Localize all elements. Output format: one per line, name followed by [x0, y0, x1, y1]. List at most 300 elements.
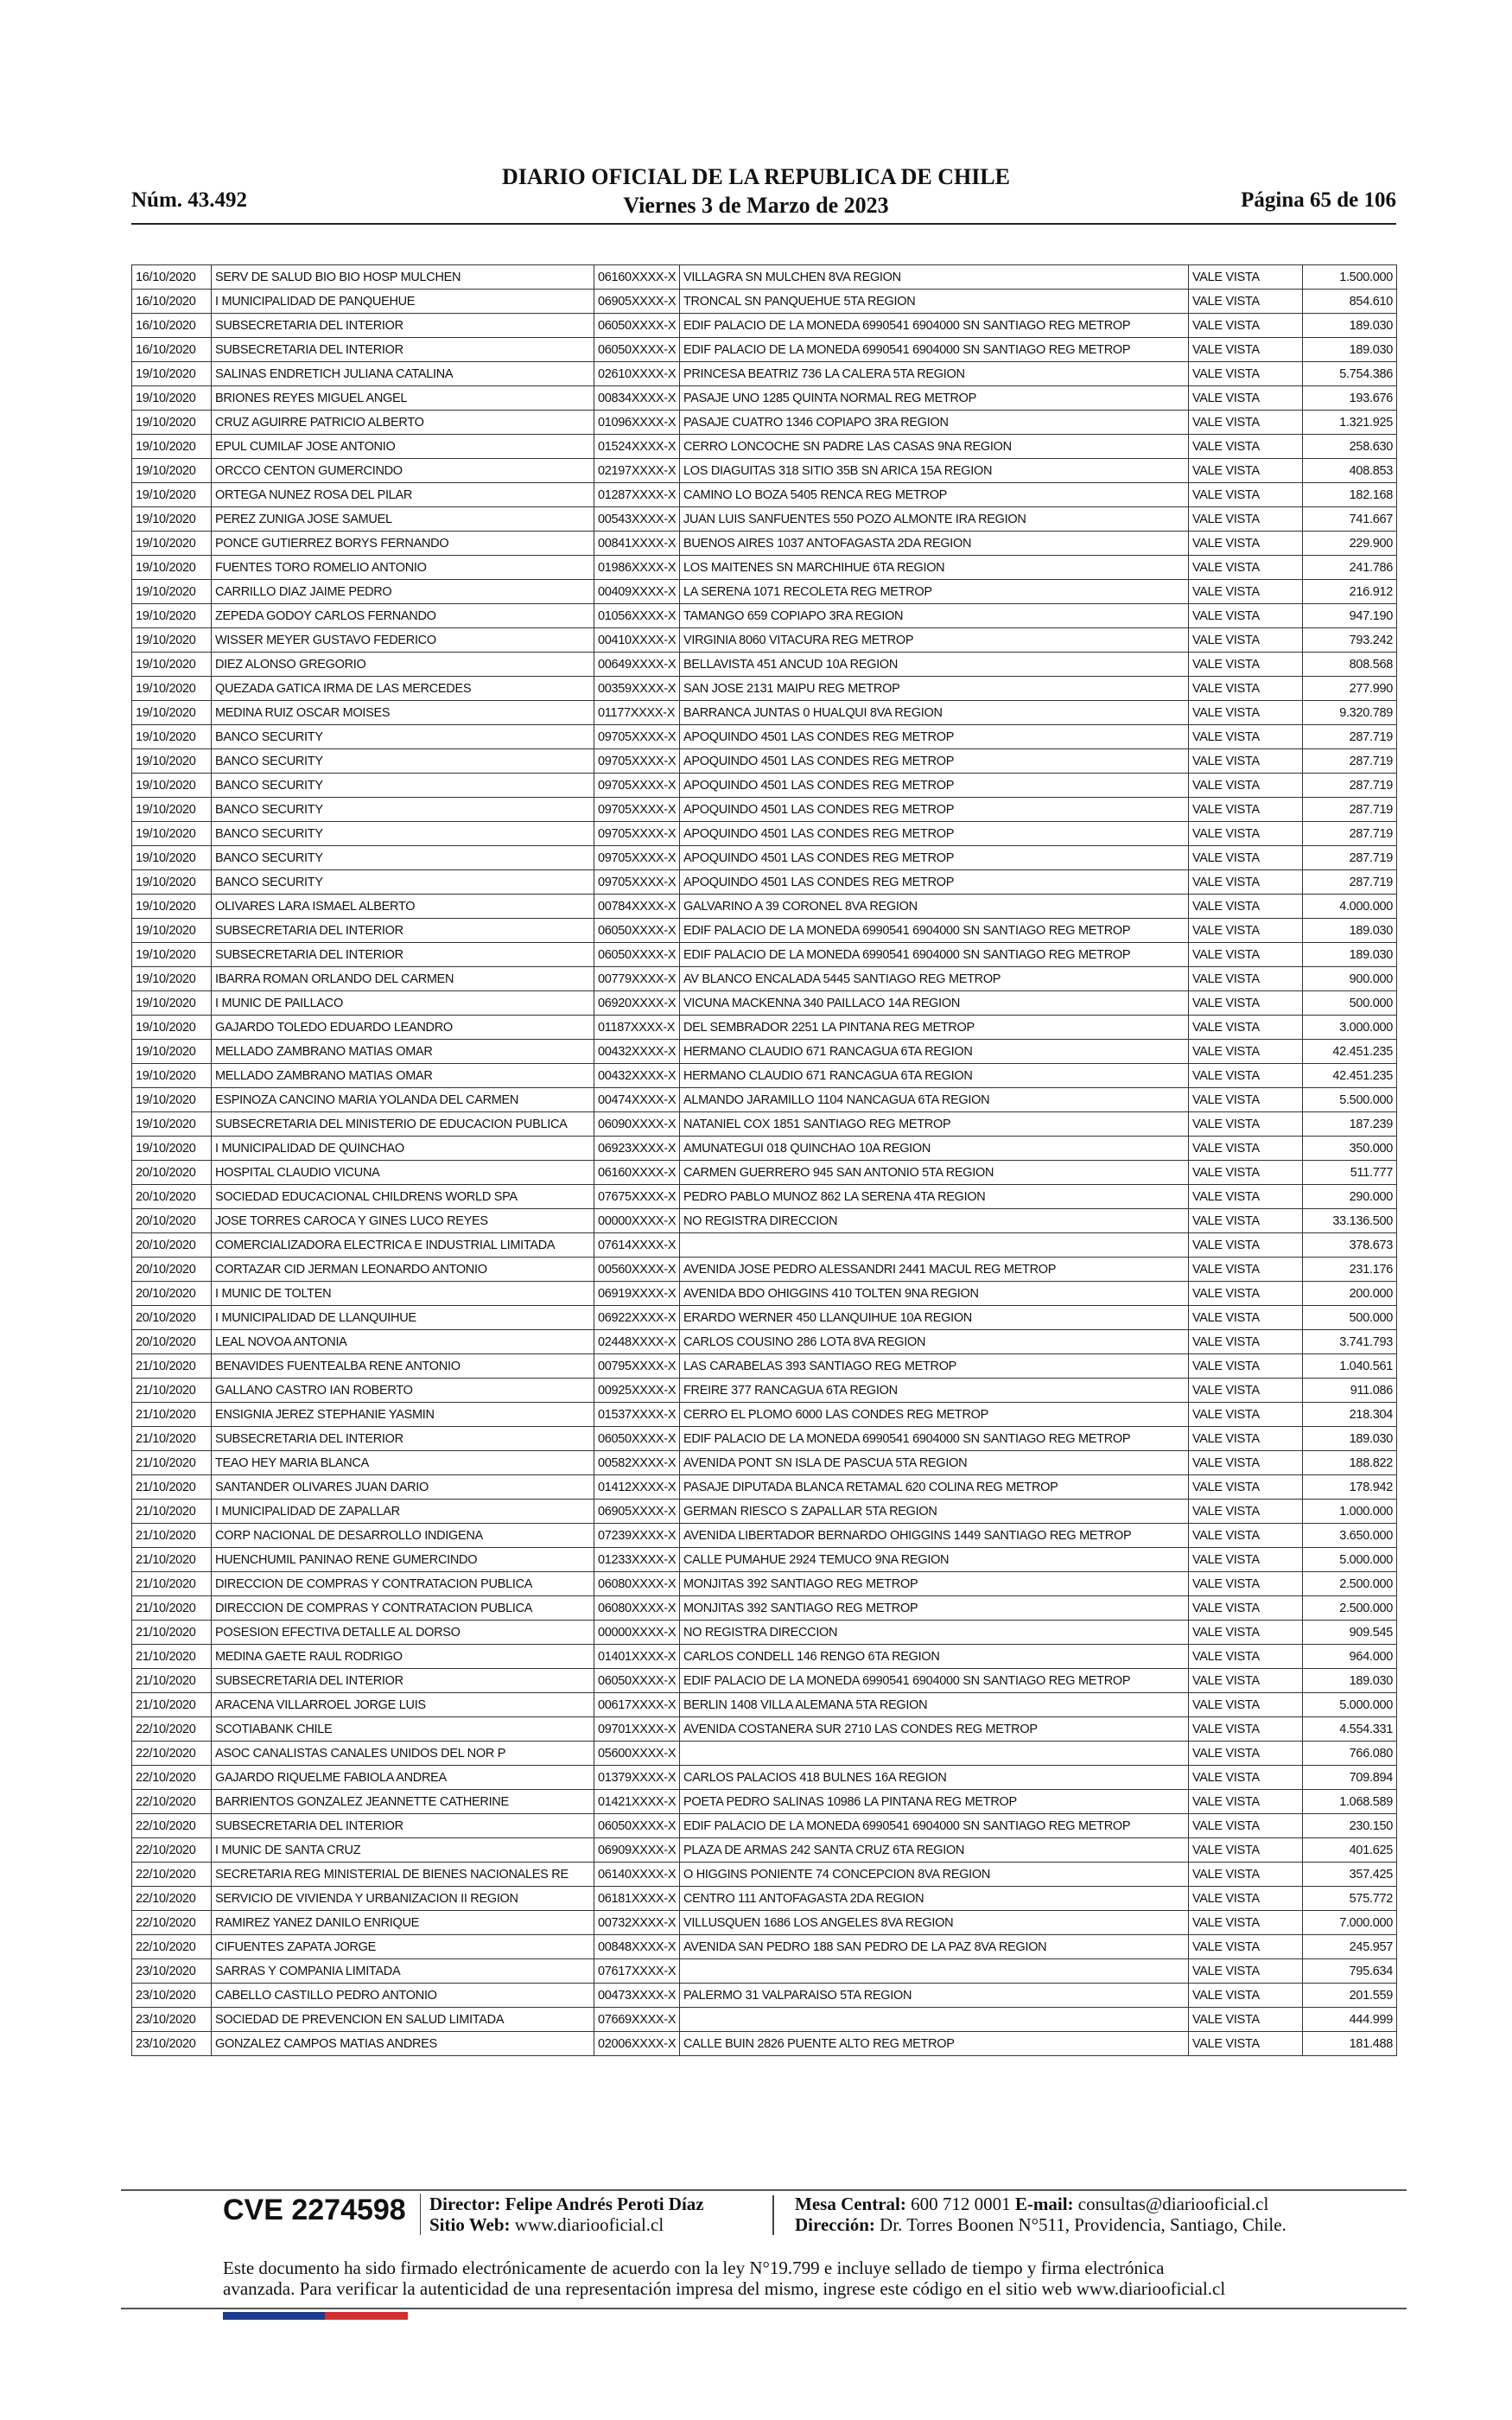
amount-cell: 357.425 — [1303, 1863, 1397, 1887]
date-cell: 22/10/2020 — [132, 1911, 212, 1935]
payee-cell: CIFUENTES ZAPATA JORGE — [212, 1935, 594, 1959]
address-text: Dr. Torres Boonen N°511, Providencia, Santiago, Chile. — [880, 2214, 1286, 2235]
rut-cell: 05600XXXX-X — [594, 1742, 680, 1766]
table-row — [132, 822, 1397, 846]
publication-title: DIARIO OFICIAL DE LA REPUBLICA DE CHILE — [501, 164, 1010, 189]
table-row — [132, 338, 1397, 362]
payee-cell: BANCO SECURITY — [212, 870, 594, 895]
amount-cell: 200.000 — [1303, 1282, 1397, 1306]
rut-cell: 00474XXXX-X — [594, 1088, 680, 1112]
amount-cell: 444.999 — [1303, 2008, 1397, 2032]
date-cell: 20/10/2020 — [132, 1185, 212, 1209]
date-cell: 23/10/2020 — [132, 1959, 212, 1984]
address-cell: APOQUINDO 4501 LAS CONDES REG METROP — [680, 846, 1189, 870]
payment-type-cell: VALE VISTA — [1189, 1693, 1303, 1717]
payee-cell: SANTANDER OLIVARES JUAN DARIO — [212, 1475, 594, 1500]
address-cell: LOS DIAGUITAS 318 SITIO 35B SN ARICA 15A REGION — [680, 459, 1189, 483]
rut-cell: 09705XXXX-X — [594, 870, 680, 895]
payment-type-cell: VALE VISTA — [1189, 701, 1303, 725]
payee-cell: HUENCHUMIL PANINAO RENE GUMERCINDO — [212, 1548, 594, 1572]
address-cell: LOS MAITENES SN MARCHIHUE 6TA REGION — [680, 556, 1189, 580]
address-cell: BARRANCA JUNTAS 0 HUALQUI 8VA REGION — [680, 701, 1189, 725]
amount-cell: 350.000 — [1303, 1137, 1397, 1161]
table-row — [132, 1645, 1397, 1669]
rut-cell: 02610XXXX-X — [594, 362, 680, 386]
payee-cell: BENAVIDES FUENTEALBA RENE ANTONIO — [212, 1354, 594, 1379]
rut-cell: 06050XXXX-X — [594, 943, 680, 967]
table-row — [132, 1814, 1397, 1838]
payee-cell: BARRIENTOS GONZALEZ JEANNETTE CATHERINE — [212, 1790, 594, 1814]
table-row — [132, 1016, 1397, 1040]
date-cell: 19/10/2020 — [132, 556, 212, 580]
rut-cell: 06050XXXX-X — [594, 1669, 680, 1693]
date-cell: 21/10/2020 — [132, 1596, 212, 1621]
payee-cell: I MUNICIPALIDAD DE LLANQUIHUE — [212, 1306, 594, 1330]
payment-type-cell: VALE VISTA — [1189, 556, 1303, 580]
date-cell: 19/10/2020 — [132, 870, 212, 895]
payments-table — [131, 264, 1397, 2056]
rut-cell: 06050XXXX-X — [594, 919, 680, 943]
rut-cell: 09705XXXX-X — [594, 846, 680, 870]
table-row — [132, 919, 1397, 943]
amount-cell: 189.030 — [1303, 919, 1397, 943]
table-row — [132, 1354, 1397, 1379]
date-cell: 21/10/2020 — [132, 1354, 212, 1379]
table-row — [132, 774, 1397, 798]
rut-cell: 06050XXXX-X — [594, 338, 680, 362]
date-cell: 19/10/2020 — [132, 411, 212, 435]
date-cell: 19/10/2020 — [132, 967, 212, 991]
amount-cell: 5.754.386 — [1303, 362, 1397, 386]
footer-divider-top — [121, 2189, 1407, 2191]
payment-type-cell: VALE VISTA — [1189, 1185, 1303, 1209]
address-cell — [680, 2008, 1189, 2032]
director-line — [429, 2194, 704, 2214]
amount-cell: 900.000 — [1303, 967, 1397, 991]
payment-type-cell: VALE VISTA — [1189, 1379, 1303, 1403]
address-cell — [680, 1233, 1189, 1258]
amount-cell: 287.719 — [1303, 774, 1397, 798]
date-cell: 21/10/2020 — [132, 1524, 212, 1548]
amount-cell: 808.568 — [1303, 653, 1397, 677]
address-cell: PALERMO 31 VALPARAISO 5TA REGION — [680, 1984, 1189, 2008]
table-row — [132, 483, 1397, 507]
payment-type-cell: VALE VISTA — [1189, 580, 1303, 604]
payment-type-cell: VALE VISTA — [1189, 604, 1303, 628]
payment-type-cell: VALE VISTA — [1189, 411, 1303, 435]
payment-type-cell: VALE VISTA — [1189, 1209, 1303, 1233]
payee-cell: OLIVARES LARA ISMAEL ALBERTO — [212, 895, 594, 919]
payee-cell: SCOTIABANK CHILE — [212, 1717, 594, 1742]
date-cell: 22/10/2020 — [132, 1742, 212, 1766]
address-cell: ALMANDO JARAMILLO 1104 NANCAGUA 6TA REGION — [680, 1088, 1189, 1112]
payee-cell: ARACENA VILLARROEL JORGE LUIS — [212, 1693, 594, 1717]
payment-type-cell: VALE VISTA — [1189, 1596, 1303, 1621]
table-row — [132, 701, 1397, 725]
date-cell: 19/10/2020 — [132, 1088, 212, 1112]
rut-cell: 09705XXXX-X — [594, 798, 680, 822]
date-cell: 19/10/2020 — [132, 1040, 212, 1064]
payee-cell: LEAL NOVOA ANTONIA — [212, 1330, 594, 1354]
amount-cell: 287.719 — [1303, 725, 1397, 749]
date-cell: 19/10/2020 — [132, 846, 212, 870]
date-cell: 21/10/2020 — [132, 1475, 212, 1500]
amount-cell: 795.634 — [1303, 1959, 1397, 1984]
date-cell: 19/10/2020 — [132, 822, 212, 846]
payment-type-cell: VALE VISTA — [1189, 435, 1303, 459]
rut-cell: 00432XXXX-X — [594, 1040, 680, 1064]
payee-cell: GONZALEZ CAMPOS MATIAS ANDRES — [212, 2032, 594, 2056]
amount-cell: 575.772 — [1303, 1887, 1397, 1911]
table-row — [132, 991, 1397, 1016]
table-row — [132, 1984, 1397, 2008]
payment-type-cell: VALE VISTA — [1189, 290, 1303, 314]
payee-cell: CORTAZAR CID JERMAN LEONARDO ANTONIO — [212, 1258, 594, 1282]
address-cell: MONJITAS 392 SANTIAGO REG METROP — [680, 1596, 1189, 1621]
address-line — [795, 2214, 1286, 2235]
cve-code: CVE 2274598 — [223, 2194, 406, 2226]
address-cell: NO REGISTRA DIRECCION — [680, 1209, 1189, 1233]
rut-cell: 01524XXXX-X — [594, 435, 680, 459]
rut-cell: 09705XXXX-X — [594, 749, 680, 774]
table-row — [132, 677, 1397, 701]
payment-type-cell: VALE VISTA — [1189, 1088, 1303, 1112]
date-cell: 19/10/2020 — [132, 653, 212, 677]
payment-type-cell: VALE VISTA — [1189, 1548, 1303, 1572]
payment-type-cell: VALE VISTA — [1189, 1137, 1303, 1161]
payment-type-cell: VALE VISTA — [1189, 1911, 1303, 1935]
table-row — [132, 532, 1397, 556]
date-cell: 16/10/2020 — [132, 314, 212, 338]
address-cell: TRONCAL SN PANQUEHUE 5TA REGION — [680, 290, 1189, 314]
date-cell: 22/10/2020 — [132, 1887, 212, 1911]
rut-cell: 06160XXXX-X — [594, 1161, 680, 1185]
table-row — [132, 1959, 1397, 1984]
table-row — [132, 1500, 1397, 1524]
footer-divider-bottom — [121, 2308, 1407, 2309]
amount-cell: 378.673 — [1303, 1233, 1397, 1258]
amount-cell: 1.068.589 — [1303, 1790, 1397, 1814]
rut-cell: 00582XXXX-X — [594, 1451, 680, 1475]
table-row — [132, 1572, 1397, 1596]
table-row — [132, 846, 1397, 870]
payee-cell: I MUNICIPALIDAD DE PANQUEHUE — [212, 290, 594, 314]
table-row — [132, 411, 1397, 435]
payment-type-cell: VALE VISTA — [1189, 846, 1303, 870]
rut-cell: 00359XXXX-X — [594, 677, 680, 701]
address-cell: AVENIDA JOSE PEDRO ALESSANDRI 2441 MACUL REG METROP — [680, 1258, 1189, 1282]
date-cell: 21/10/2020 — [132, 1693, 212, 1717]
date-cell: 19/10/2020 — [132, 435, 212, 459]
rut-cell: 01096XXXX-X — [594, 411, 680, 435]
address-cell: CENTRO 111 ANTOFAGASTA 2DA REGION — [680, 1887, 1189, 1911]
legal-line-1: Este documento ha sido firmado electrónicamente de acuerdo con la ley N°19.799 e incluye sellado de tiempo y firma electrónica — [223, 2258, 1165, 2278]
rut-cell: 02448XXXX-X — [594, 1330, 680, 1354]
rut-cell: 01233XXXX-X — [594, 1548, 680, 1572]
payment-type-cell: VALE VISTA — [1189, 677, 1303, 701]
address-cell: VICUNA MACKENNA 340 PAILLACO 14A REGION — [680, 991, 1189, 1016]
date-cell: 21/10/2020 — [132, 1621, 212, 1645]
payment-type-cell: VALE VISTA — [1189, 2008, 1303, 2032]
rut-cell: 01056XXXX-X — [594, 604, 680, 628]
payee-cell: JOSE TORRES CAROCA Y GINES LUCO REYES — [212, 1209, 594, 1233]
address-cell: EDIF PALACIO DE LA MONEDA 6990541 6904000 SN SANTIAGO REG METROP — [680, 338, 1189, 362]
payment-type-cell: VALE VISTA — [1189, 1330, 1303, 1354]
table-row — [132, 1040, 1397, 1064]
amount-cell: 189.030 — [1303, 1669, 1397, 1693]
payment-type-cell: VALE VISTA — [1189, 895, 1303, 919]
date-cell: 19/10/2020 — [132, 677, 212, 701]
amount-cell: 218.304 — [1303, 1403, 1397, 1427]
rut-cell: 06920XXXX-X — [594, 991, 680, 1016]
table-row — [132, 1717, 1397, 1742]
payee-cell: SALINAS ENDRETICH JULIANA CATALINA — [212, 362, 594, 386]
payee-cell: ESPINOZA CANCINO MARIA YOLANDA DEL CARMEN — [212, 1088, 594, 1112]
payee-cell: ASOC CANALISTAS CANALES UNIDOS DEL NOR P — [212, 1742, 594, 1766]
address-cell: POETA PEDRO SALINAS 10986 LA PINTANA REG METROP — [680, 1790, 1189, 1814]
contact-info — [795, 2194, 1286, 2235]
payee-cell: HOSPITAL CLAUDIO VICUNA — [212, 1161, 594, 1185]
address-cell: VILLUSQUEN 1686 LOS ANGELES 8VA REGION — [680, 1911, 1189, 1935]
flag-stripe-blue — [223, 2312, 325, 2320]
amount-cell: 964.000 — [1303, 1645, 1397, 1669]
rut-cell: 01177XXXX-X — [594, 701, 680, 725]
address-cell: EDIF PALACIO DE LA MONEDA 6990541 6904000 SN SANTIAGO REG METROP — [680, 314, 1189, 338]
page-number: Página 65 de 106 — [1241, 188, 1396, 212]
payment-type-cell: VALE VISTA — [1189, 1984, 1303, 2008]
payment-type-cell: VALE VISTA — [1189, 798, 1303, 822]
address-cell: APOQUINDO 4501 LAS CONDES REG METROP — [680, 870, 1189, 895]
payment-type-cell: VALE VISTA — [1189, 459, 1303, 483]
date-cell: 21/10/2020 — [132, 1451, 212, 1475]
amount-cell: 7.000.000 — [1303, 1911, 1397, 1935]
rut-cell: 01412XXXX-X — [594, 1475, 680, 1500]
table-row — [132, 2008, 1397, 2032]
payment-type-cell: VALE VISTA — [1189, 1306, 1303, 1330]
address-cell: PLAZA DE ARMAS 242 SANTA CRUZ 6TA REGION — [680, 1838, 1189, 1863]
date-cell: 20/10/2020 — [132, 1209, 212, 1233]
table-row — [132, 1524, 1397, 1548]
address-cell: CALLE PUMAHUE 2924 TEMUCO 9NA REGION — [680, 1548, 1189, 1572]
rut-cell: 00732XXXX-X — [594, 1911, 680, 1935]
table-row — [132, 895, 1397, 919]
payee-cell: SUBSECRETARIA DEL INTERIOR — [212, 338, 594, 362]
payment-type-cell: VALE VISTA — [1189, 1258, 1303, 1282]
date-cell: 22/10/2020 — [132, 1863, 212, 1887]
table-row — [132, 604, 1397, 628]
rut-cell: 01537XXXX-X — [594, 1403, 680, 1427]
date-cell: 22/10/2020 — [132, 1935, 212, 1959]
address-cell: CERRO LONCOCHE SN PADRE LAS CASAS 9NA REGION — [680, 435, 1189, 459]
payee-cell: I MUNIC DE PAILLACO — [212, 991, 594, 1016]
amount-cell: 4.554.331 — [1303, 1717, 1397, 1742]
table-row — [132, 1596, 1397, 1621]
address-cell: EDIF PALACIO DE LA MONEDA 6990541 6904000 SN SANTIAGO REG METROP — [680, 943, 1189, 967]
payee-cell: SUBSECRETARIA DEL INTERIOR — [212, 943, 594, 967]
rut-cell: 06080XXXX-X — [594, 1596, 680, 1621]
rut-cell: 09705XXXX-X — [594, 822, 680, 846]
table-row — [132, 1185, 1397, 1209]
payee-cell: GAJARDO TOLEDO EDUARDO LEANDRO — [212, 1016, 594, 1040]
payment-type-cell: VALE VISTA — [1189, 1887, 1303, 1911]
payment-type-cell: VALE VISTA — [1189, 725, 1303, 749]
contact-line — [795, 2194, 1286, 2214]
rut-cell: 02197XXXX-X — [594, 459, 680, 483]
amount-cell: 1.040.561 — [1303, 1354, 1397, 1379]
payee-cell: SUBSECRETARIA DEL INTERIOR — [212, 919, 594, 943]
payment-type-cell: VALE VISTA — [1189, 628, 1303, 653]
payment-type-cell: VALE VISTA — [1189, 1621, 1303, 1645]
date-cell: 19/10/2020 — [132, 580, 212, 604]
payment-type-cell: VALE VISTA — [1189, 967, 1303, 991]
payment-type-cell: VALE VISTA — [1189, 1040, 1303, 1064]
table-row — [132, 1306, 1397, 1330]
amount-cell: 793.242 — [1303, 628, 1397, 653]
table-row — [132, 1669, 1397, 1693]
address-cell: CARLOS COUSINO 286 LOTA 8VA REGION — [680, 1330, 1189, 1354]
payee-cell: I MUNICIPALIDAD DE QUINCHAO — [212, 1137, 594, 1161]
rut-cell: 09705XXXX-X — [594, 725, 680, 749]
amount-cell: 408.853 — [1303, 459, 1397, 483]
payee-cell: RAMIREZ YANEZ DANILO ENRIQUE — [212, 1911, 594, 1935]
website-link[interactable]: www.diariooficial.cl — [514, 2214, 664, 2235]
date-cell: 19/10/2020 — [132, 919, 212, 943]
payment-type-cell: VALE VISTA — [1189, 1112, 1303, 1137]
date-cell: 21/10/2020 — [132, 1645, 212, 1669]
publication-header — [432, 162, 1080, 220]
payment-type-cell: VALE VISTA — [1189, 1935, 1303, 1959]
address-cell: HERMANO CLAUDIO 671 RANCAGUA 6TA REGION — [680, 1040, 1189, 1064]
table-row — [132, 749, 1397, 774]
address-cell: SAN JOSE 2131 MAIPU REG METROP — [680, 677, 1189, 701]
date-cell: 21/10/2020 — [132, 1427, 212, 1451]
address-cell: O HIGGINS PONIENTE 74 CONCEPCION 8VA REGION — [680, 1863, 1189, 1887]
payment-type-cell: VALE VISTA — [1189, 1064, 1303, 1088]
payee-cell: I MUNIC DE TOLTEN — [212, 1282, 594, 1306]
table-row — [132, 1379, 1397, 1403]
amount-cell: 854.610 — [1303, 290, 1397, 314]
payment-type-cell: VALE VISTA — [1189, 919, 1303, 943]
payee-cell: GALLANO CASTRO IAN ROBERTO — [212, 1379, 594, 1403]
payment-type-cell: VALE VISTA — [1189, 943, 1303, 967]
table-row — [132, 459, 1397, 483]
rut-cell: 00649XXXX-X — [594, 653, 680, 677]
payment-type-cell: VALE VISTA — [1189, 1717, 1303, 1742]
website-label: Sitio Web: — [429, 2214, 511, 2235]
table-row — [132, 1742, 1397, 1766]
rut-cell: 06050XXXX-X — [594, 1814, 680, 1838]
rut-cell: 00848XXXX-X — [594, 1935, 680, 1959]
amount-cell: 511.777 — [1303, 1161, 1397, 1185]
payment-type-cell: VALE VISTA — [1189, 1524, 1303, 1548]
table-row — [132, 1282, 1397, 1306]
amount-cell: 193.676 — [1303, 386, 1397, 411]
amount-cell: 709.894 — [1303, 1766, 1397, 1790]
address-cell: AVENIDA COSTANERA SUR 2710 LAS CONDES REG METROP — [680, 1717, 1189, 1742]
rut-cell: 06160XXXX-X — [594, 265, 680, 290]
rut-cell: 00543XXXX-X — [594, 507, 680, 532]
payee-cell: ORTEGA NUNEZ ROSA DEL PILAR — [212, 483, 594, 507]
rut-cell: 00432XXXX-X — [594, 1064, 680, 1088]
payee-cell: I MUNIC DE SANTA CRUZ — [212, 1838, 594, 1863]
rut-cell: 00560XXXX-X — [594, 1258, 680, 1282]
amount-cell: 231.176 — [1303, 1258, 1397, 1282]
table-row — [132, 1548, 1397, 1572]
rut-cell: 07617XXXX-X — [594, 1959, 680, 1984]
payee-cell: PEREZ ZUNIGA JOSE SAMUEL — [212, 507, 594, 532]
payment-type-cell: VALE VISTA — [1189, 507, 1303, 532]
amount-cell: 287.719 — [1303, 870, 1397, 895]
date-cell: 21/10/2020 — [132, 1548, 212, 1572]
central-phone: 600 712 0001 — [911, 2194, 1011, 2214]
rut-cell: 09705XXXX-X — [594, 774, 680, 798]
rut-cell: 07614XXXX-X — [594, 1233, 680, 1258]
table-row — [132, 290, 1397, 314]
date-cell: 19/10/2020 — [132, 1137, 212, 1161]
payment-type-cell: VALE VISTA — [1189, 1403, 1303, 1427]
rut-cell: 06080XXXX-X — [594, 1572, 680, 1596]
payment-type-cell: VALE VISTA — [1189, 314, 1303, 338]
date-cell: 19/10/2020 — [132, 701, 212, 725]
amount-cell: 42.451.235 — [1303, 1040, 1397, 1064]
payee-cell: SUBSECRETARIA DEL INTERIOR — [212, 1427, 594, 1451]
table-row — [132, 1233, 1397, 1258]
payee-cell: EPUL CUMILAF JOSE ANTONIO — [212, 435, 594, 459]
table-row — [132, 1693, 1397, 1717]
date-cell: 19/10/2020 — [132, 774, 212, 798]
payment-type-cell: VALE VISTA — [1189, 1500, 1303, 1524]
date-cell: 19/10/2020 — [132, 749, 212, 774]
table-row — [132, 507, 1397, 532]
amount-cell: 1.000.000 — [1303, 1500, 1397, 1524]
address-cell: VIRGINIA 8060 VITACURA REG METROP — [680, 628, 1189, 653]
date-cell: 22/10/2020 — [132, 1766, 212, 1790]
address-cell: EDIF PALACIO DE LA MONEDA 6990541 6904000 SN SANTIAGO REG METROP — [680, 1814, 1189, 1838]
address-cell: NO REGISTRA DIRECCION — [680, 1621, 1189, 1645]
date-cell: 19/10/2020 — [132, 1112, 212, 1137]
payment-type-cell: VALE VISTA — [1189, 483, 1303, 507]
payment-type-cell: VALE VISTA — [1189, 1161, 1303, 1185]
amount-cell: 500.000 — [1303, 1306, 1397, 1330]
table-body — [132, 265, 1397, 2056]
legal-notice — [223, 2258, 1312, 2299]
payee-cell: IBARRA ROMAN ORLANDO DEL CARMEN — [212, 967, 594, 991]
date-cell: 19/10/2020 — [132, 507, 212, 532]
amount-cell: 766.080 — [1303, 1742, 1397, 1766]
table-row — [132, 1427, 1397, 1451]
address-cell: NATANIEL COX 1851 SANTIAGO REG METROP — [680, 1112, 1189, 1137]
address-cell: CARMEN GUERRERO 945 SAN ANTONIO 5TA REGION — [680, 1161, 1189, 1185]
email-link[interactable]: consultas@diariooficial.cl — [1077, 2194, 1269, 2214]
rut-cell: 06905XXXX-X — [594, 1500, 680, 1524]
payee-cell: ZEPEDA GODOY CARLOS FERNANDO — [212, 604, 594, 628]
address-cell: CARLOS CONDELL 146 RENGO 6TA REGION — [680, 1645, 1189, 1669]
amount-cell: 911.086 — [1303, 1379, 1397, 1403]
address-cell: TAMANGO 659 COPIAPO 3RA REGION — [680, 604, 1189, 628]
address-cell: LA SERENA 1071 RECOLETA REG METROP — [680, 580, 1189, 604]
rut-cell: 06919XXXX-X — [594, 1282, 680, 1306]
address-cell: APOQUINDO 4501 LAS CONDES REG METROP — [680, 749, 1189, 774]
amount-cell: 3.650.000 — [1303, 1524, 1397, 1548]
date-cell: 20/10/2020 — [132, 1306, 212, 1330]
address-cell: HERMANO CLAUDIO 671 RANCAGUA 6TA REGION — [680, 1064, 1189, 1088]
payment-type-cell: VALE VISTA — [1189, 991, 1303, 1016]
payee-cell: SOCIEDAD EDUCACIONAL CHILDRENS WORLD SPA — [212, 1185, 594, 1209]
amount-cell: 189.030 — [1303, 1427, 1397, 1451]
director-label: Director: — [429, 2194, 501, 2214]
payee-cell: CARRILLO DIAZ JAIME PEDRO — [212, 580, 594, 604]
payment-type-cell: VALE VISTA — [1189, 1233, 1303, 1258]
